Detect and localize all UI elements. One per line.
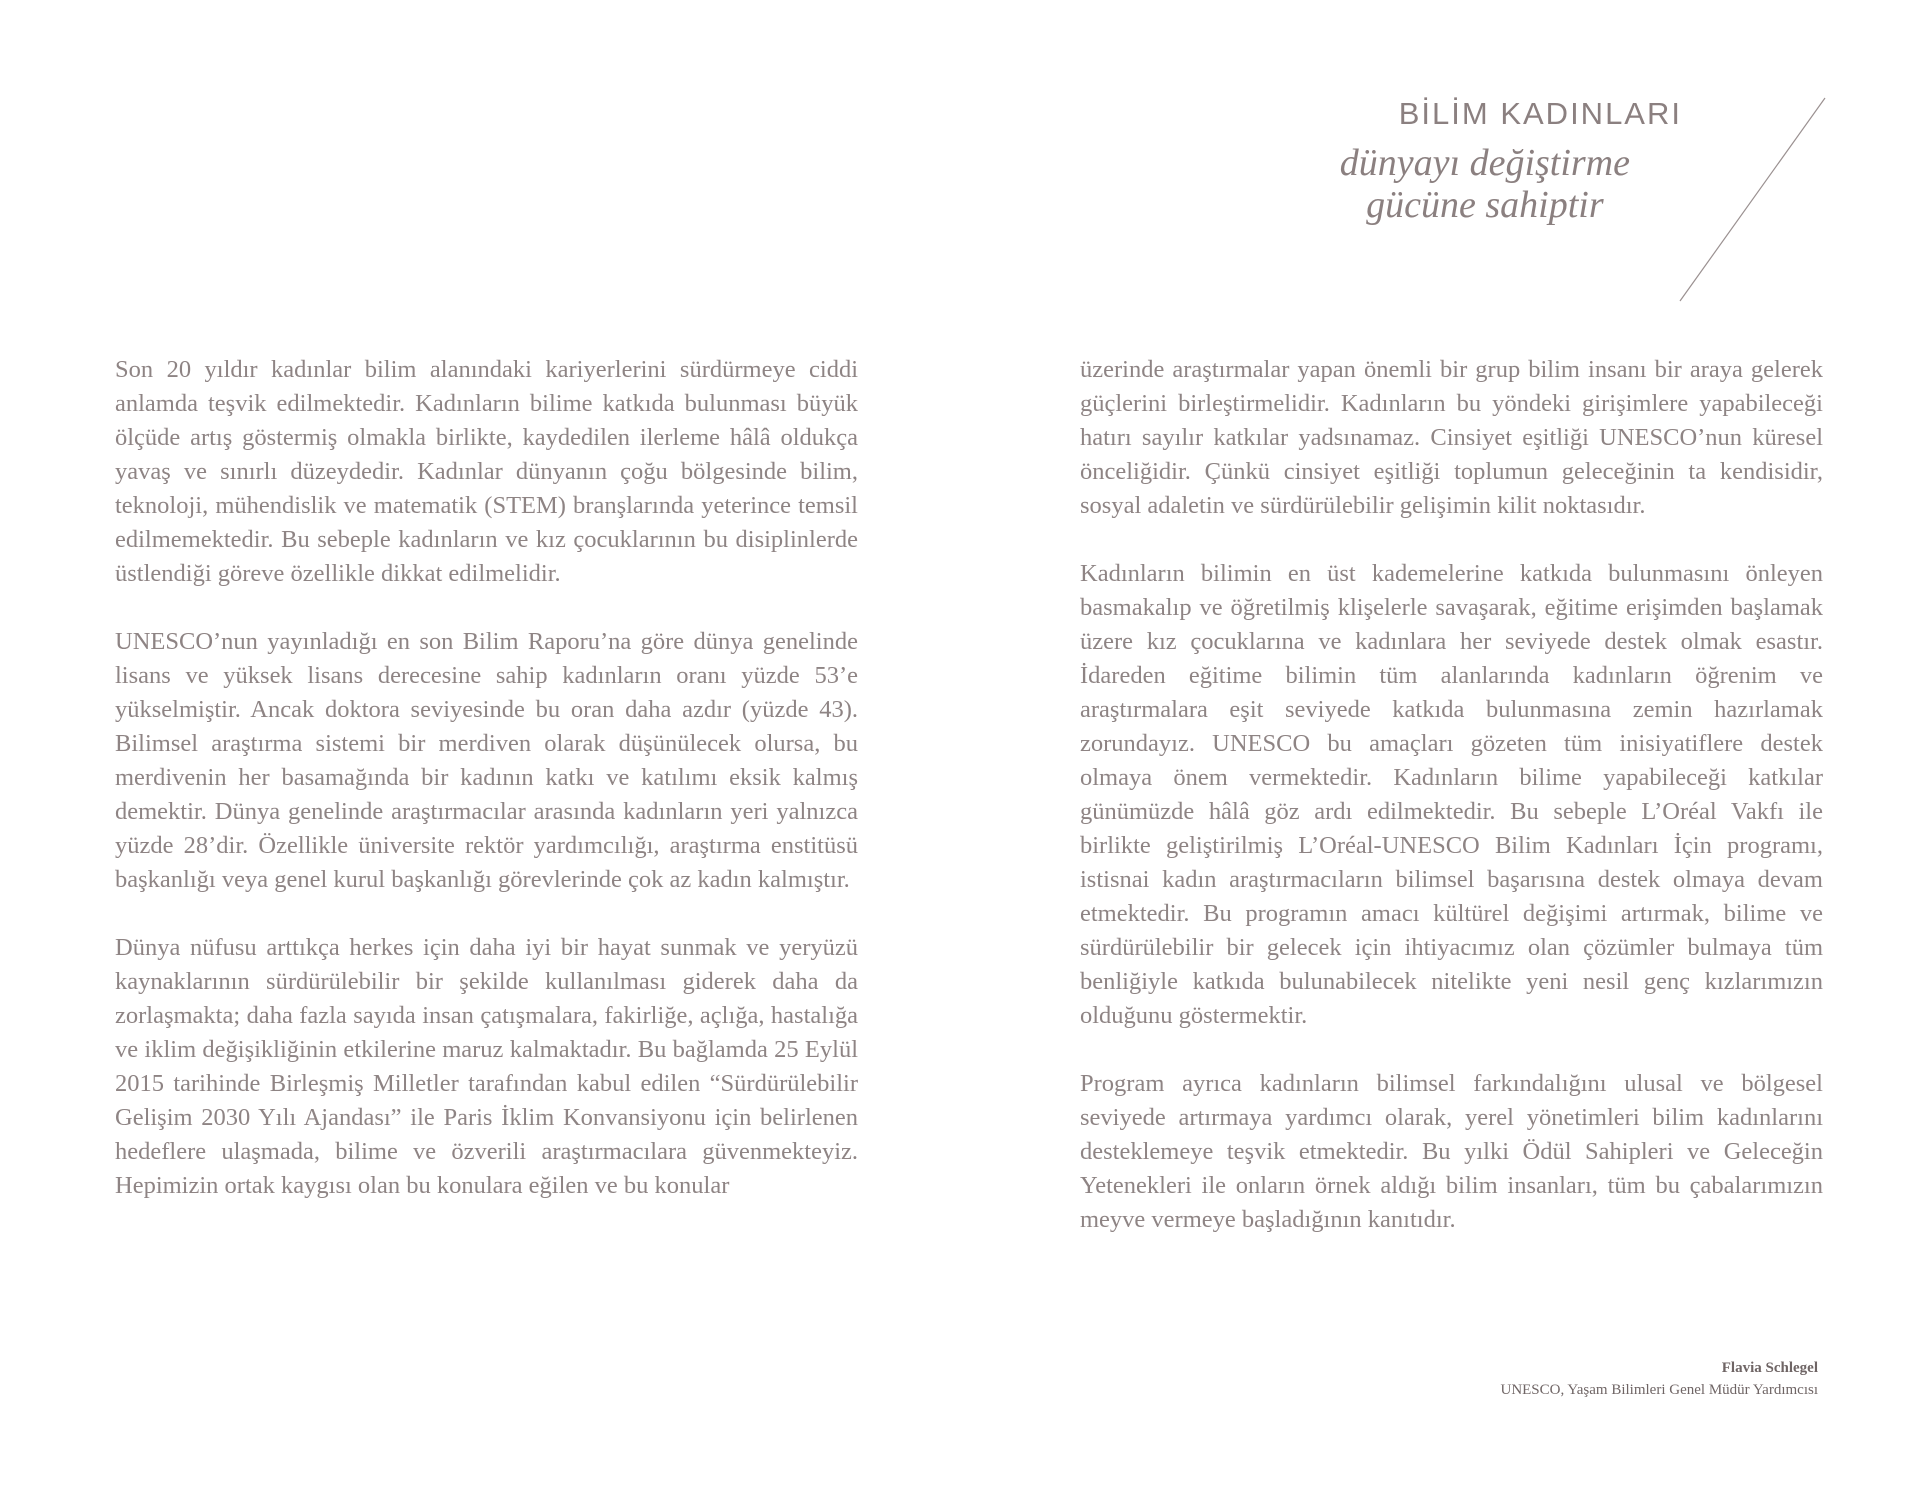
header-tagline [1340,142,1630,226]
decorative-slash-line [1660,96,1830,306]
header-kicker: BİLİM KADINLARI [1398,96,1682,131]
right-text-column [1080,353,1823,1271]
tagline-line-2: gücüne sahiptir [1366,184,1604,226]
signature-title: UNESCO, Yaşam Bilimleri Genel Müdür Yardımcısı [1500,1382,1818,1398]
paragraph: UNESCO’nun yayınladığı en son Bilim Raporu’na göre dünya genelinde lisans ve yüksek lisans derecesine sahip kadınların oranı yüzde 53’e yükselmiştir. Ancak doktora seviyesinde bu oran daha azdır (yüzde 43). Bilimsel araştırma sistemi bir merdiven olarak düşünülecek olursa, bu merdivenin her basamağında bir kadının katkı ve katılımı eksik kalmış demektir. Dünya genelinde araştırmacılar arasında kadınların yeri yalnızca yüzde 28’dir. Özellikle üniversite rektör yardımcılığı, araştırma enstitüsü başkanlığı veya genel kurul başkanlığı görevlerinde çok az kadın kalmıştır. [115,628,858,893]
left-text-column [115,353,858,1237]
tagline-line-1: dünyayı değiştirme [1339,142,1630,184]
paragraph: Program ayrıca kadınların bilimsel farkındalığını ulusal ve bölgesel seviyede artırmaya yardımcı olarak, yerel yönetimleri bilim kadınlarını desteklemeye teşvik etmektedir. Bu yılki Ödül Sahipleri ve Geleceğin Yetenekleri ile onların örnek aldığı bilim insanları, tüm bu çabalarımızın meyve vermeye başladığının kanıtıdır. [1080,1070,1823,1233]
paragraph: Dünya nüfusu arttıkça herkes için daha iyi bir hayat sunmak ve yeryüzü kaynaklarının sürdürülebilir bir şekilde kullanılması giderek daha da zorlaşmakta; daha fazla sayıda insan çatışmalara, fakirliğe, açlığa, hastalığa ve iklim değişikliğinin etkilerine maruz kalmaktadır. Bu bağlamda 25 Eylül 2015 tarihinde Birleşmiş Milletler tarafından kabul edilen “Sürdürülebilir Gelişim 2030 Yılı Ajandası” ile Paris İklim Konvansiyonu için belirlenen hedeflere ulaşmada, bilime ve özverili araştırmacılara güvenmekteyiz. Hepimizin ortak kaygısı olan bu konulara eğilen ve bu konular [115,934,858,1199]
paragraph: üzerinde araştırmalar yapan önemli bir grup bilim insanı bir araya gelerek güçlerini birleştirmelidir. Kadınların bu yöndeki girişimlere yapabileceği hatırı sayılır katkılar yadsınamaz. Cinsiyet eşitliği UNESCO’nun küresel önceliğidir. Çünkü cinsiyet eşitliği toplumun geleceğinin ta kendisidir, sosyal adaletin ve sürdürülebilir gelişimin kilit noktasıdır. [1080,356,1823,519]
paragraph: Kadınların bilimin en üst kademelerine katkıda bulunmasını önleyen basmakalıp ve öğretilmiş klişelerle savaşarak, eğitime erişimden başlamak üzere kız çocuklarına ve kadınlara her seviyede destek olmak esastır. İdareden eğitime bilimin tüm alanlarında kadınların öğrenim ve araştırmalara eşit seviyede katkıda bulunmasına zemin hazırlamak zorundayız. UNESCO bu amaçları gözeten tüm inisiyatiflere destek olmaya önem vermektedir. Kadınların bilime yapabileceği katkılar günümüzde hâlâ göz ardı edilmektedir. Bu sebeple L’Oréal Vakfı ile birlikte geliştirilmiş L’Oréal-UNESCO Bilim Kadınları İçin programı, istisnai kadın araştırmacıların bilimsel başarısına destek olmaya devam etmektedir. Bu programın amacı kültürel değişimi artırmak, bilime ve sürdürülebilir bir gelecek için ihtiyacımız olan çözümler bulmaya tüm benliğiyle katkıda bulunabilecek nitelikte yeni nesil genç kızlarımızın olduğunu göstermektir. [1080,560,1823,1029]
signature-block [1500,1357,1818,1401]
paragraph: Son 20 yıldır kadınlar bilim alanındaki kariyerlerini sürdürmeye ciddi anlamda teşvik edilmektedir. Kadınların bilime katkıda bulunması büyük ölçüde artış göstermiş olmakla birlikte, kaydedilen ilerleme hâlâ oldukça yavaş ve sınırlı düzeydedir. Kadınlar dünyanın çoğu bölgesinde bilim, teknoloji, mühendislik ve matematik (STEM) branşlarında yeterince temsil edilmemektedir. Bu sebeple kadınların ve kız çocuklarının bu disiplinlerde üstlendiği göreve özellikle dikkat edilmelidir. [115,356,858,587]
signature-name: Flavia Schlegel [1721,1360,1818,1376]
